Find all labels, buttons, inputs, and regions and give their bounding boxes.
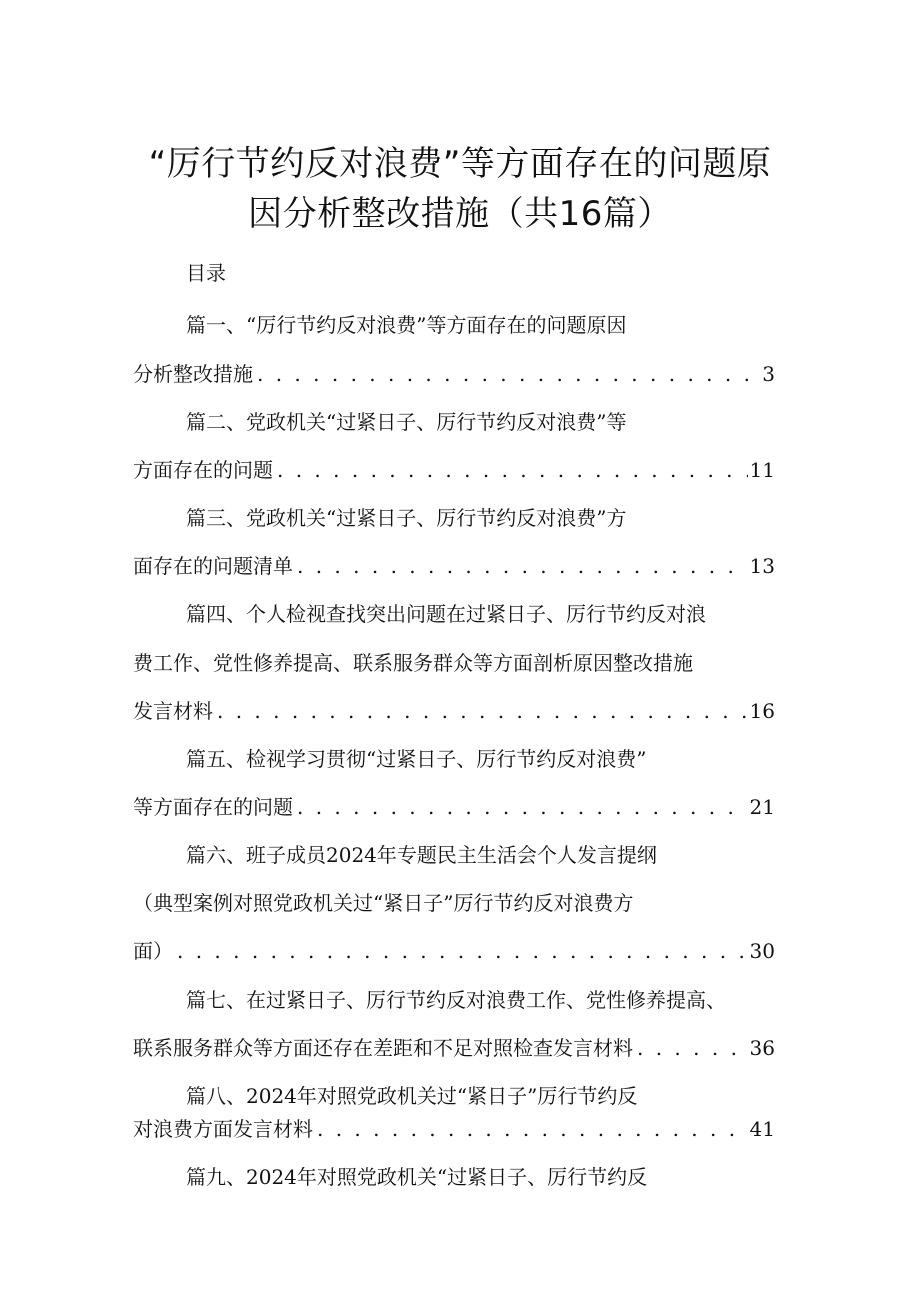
toc-entry-8-link[interactable] (133, 1114, 775, 1144)
toc-heading: 目录 (186, 261, 226, 285)
toc-leader-dots (277, 455, 748, 485)
toc-entry-1-line-1: 篇一、“厉行节约反对浪费”等方面存在的问题原因 (186, 313, 627, 337)
toc-leader-dots (297, 792, 748, 822)
toc-leader-dots (297, 551, 748, 581)
document-title-line-2: 因分析整改措施（共16篇） (248, 194, 672, 234)
toc-entry-6-page: 30 (749, 939, 775, 963)
toc-entry-7-line-1: 篇七、在过紧日子、厉行节约反对浪费工作、党性修养提高、 (186, 988, 726, 1012)
toc-entry-9-line-1: 篇九、2024年对照党政机关“过紧日子、厉行节约反 (186, 1165, 648, 1189)
toc-leader-dots (637, 1033, 748, 1063)
toc-entry-6-line-2: （典型案例对照党政机关过“紧日子”厉行节约反对浪费方 (133, 891, 634, 915)
document-title-line-1: “厉行节约反对浪费”等方面存在的问题原 (148, 144, 772, 184)
toc-entry-3-text: 面存在的问题清单 (133, 554, 293, 578)
toc-entry-5-text: 等方面存在的问题 (133, 795, 293, 819)
toc-entry-1-text: 分析整改措施 (133, 362, 253, 386)
toc-entry-8-text: 对浪费方面发言材料 (133, 1117, 313, 1141)
toc-entry-2-page: 11 (749, 458, 775, 482)
toc-entry-1-link[interactable] (133, 359, 775, 389)
toc-entry-3-line-1: 篇三、党政机关“过紧日子、厉行节约反对浪费”方 (186, 506, 627, 530)
toc-entry-5-link[interactable] (133, 792, 775, 822)
toc-entry-4-line-1: 篇四、个人检视查找突出问题在过紧日子、厉行节约反对浪 (186, 602, 706, 626)
toc-entry-7-page: 36 (749, 1036, 775, 1060)
toc-entry-3-link[interactable] (133, 551, 775, 581)
toc-entry-5-page: 21 (749, 795, 775, 819)
toc-entry-1-page: 3 (762, 362, 775, 386)
toc-entry-2-text: 方面存在的问题 (133, 458, 273, 482)
toc-entry-2-line-1: 篇二、党政机关“过紧日子、厉行节约反对浪费”等 (186, 410, 627, 434)
toc-leader-dots (257, 359, 760, 389)
toc-entry-4-line-2: 费工作、党性修养提高、联系服务群众等方面剖析原因整改措施 (133, 651, 693, 675)
toc-entry-3-page: 13 (749, 554, 775, 578)
toc-entry-7-text: 联系服务群众等方面还存在差距和不足对照检查发言材料 (133, 1036, 633, 1060)
toc-entry-8-page: 41 (749, 1117, 775, 1141)
toc-entry-4-link[interactable] (133, 696, 775, 726)
toc-leader-dots (317, 1114, 748, 1144)
toc-entry-6-line-1: 篇六、班子成员2024年专题民主生活会个人发言提纲 (186, 843, 657, 867)
toc-entry-8-line-1: 篇八、2024年对照党政机关过“紧日子”厉行节约反 (186, 1084, 638, 1108)
toc-entry-6-link[interactable] (133, 936, 775, 966)
toc-entry-4-text: 发言材料 (133, 699, 213, 723)
toc-entry-7-link[interactable] (133, 1033, 775, 1063)
toc-entry-2-link[interactable] (133, 455, 775, 485)
toc-entry-4-page: 16 (749, 699, 775, 723)
toc-leader-dots (177, 936, 748, 966)
toc-leader-dots (217, 696, 748, 726)
toc-entry-5-line-1: 篇五、检视学习贯彻“过紧日子、厉行节约反对浪费” (186, 747, 647, 771)
toc-entry-6-text: 面） (133, 939, 173, 963)
